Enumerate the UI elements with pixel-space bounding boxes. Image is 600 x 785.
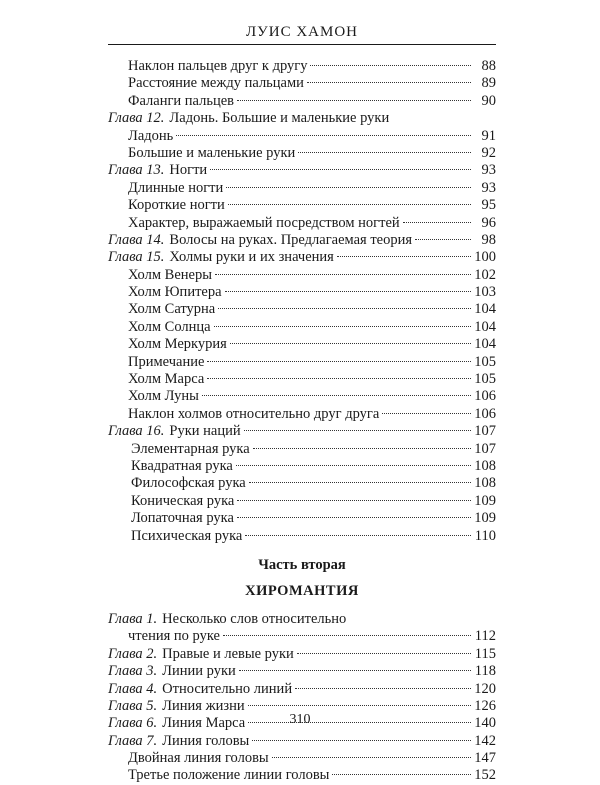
toc-entry xyxy=(108,110,496,127)
dot-leader xyxy=(237,500,471,501)
entry-title: Фаланги пальцев xyxy=(128,92,234,109)
toc-entry xyxy=(108,319,496,336)
chapter-label: Глава 15. xyxy=(108,249,165,266)
running-header: ЛУИС ХАМОН xyxy=(108,24,496,45)
toc-entry-text xyxy=(128,406,379,423)
dot-leader xyxy=(245,535,471,536)
toc-entry-text xyxy=(128,301,215,318)
entry-title: Холм Сатурна xyxy=(128,301,216,318)
entry-page-number: 147 xyxy=(474,750,496,767)
chapter-label: Глава 3. xyxy=(108,663,158,680)
dot-leader xyxy=(272,757,471,758)
toc-entry xyxy=(108,162,496,179)
entry-page-number: 108 xyxy=(474,457,496,474)
toc-entry xyxy=(108,475,496,492)
entry-page-number: 93 xyxy=(481,179,496,196)
entry-page-number: 92 xyxy=(481,144,496,161)
entry-title: Линия жизни xyxy=(162,697,245,714)
dot-leader xyxy=(382,413,471,414)
chapter-label: Глава 1. xyxy=(108,610,158,627)
toc-entry-text xyxy=(128,145,295,162)
entry-page-number: 152 xyxy=(474,767,496,784)
dot-leader xyxy=(223,635,471,636)
entry-page-number: 89 xyxy=(481,75,496,92)
entry-page-number: 142 xyxy=(474,732,496,749)
entry-title: Коническая рука xyxy=(131,492,235,509)
toc-entry xyxy=(108,750,496,767)
toc-entry-text xyxy=(128,371,204,388)
entry-title: Характер, выражаемый посредством ногтей xyxy=(128,214,400,231)
chapter-label: Глава 4. xyxy=(108,680,158,697)
toc-entry-text xyxy=(108,110,389,127)
entry-page-number: 96 xyxy=(481,214,496,231)
entry-page-number: 102 xyxy=(474,266,496,283)
toc-entry xyxy=(108,441,496,458)
entry-page-number: 106 xyxy=(474,388,496,405)
entry-title: Длинные ногти xyxy=(128,179,224,196)
dot-leader xyxy=(176,135,471,136)
entry-page-number: 112 xyxy=(474,628,496,645)
toc-entry xyxy=(108,733,496,750)
toc-part-one xyxy=(108,58,496,545)
entry-title: Холм Юпитера xyxy=(128,284,222,301)
toc-entry xyxy=(108,767,496,784)
toc-entry-text xyxy=(128,284,222,301)
dot-leader xyxy=(207,378,471,379)
dot-leader xyxy=(337,256,471,257)
toc-entry-text xyxy=(128,180,223,197)
toc-entry xyxy=(108,528,496,545)
toc-entry-text xyxy=(128,628,220,645)
toc-entry-text xyxy=(131,528,242,545)
entry-title: Элементарная рука xyxy=(131,440,250,457)
entry-page-number: 93 xyxy=(481,162,496,179)
toc-entry-text xyxy=(128,388,199,405)
entry-title: Короткие ногти xyxy=(128,197,225,214)
part-subtitle: ХИРОМАНТИЯ xyxy=(245,582,359,599)
dot-leader xyxy=(214,326,471,327)
toc-entry-text xyxy=(128,197,225,214)
chapter-label: Глава 16. xyxy=(108,423,165,440)
entry-page-number: 104 xyxy=(474,301,496,318)
toc-entry xyxy=(108,197,496,214)
chapter-label: Глава 6. xyxy=(108,715,158,732)
dot-leader xyxy=(310,65,471,66)
toc-entry xyxy=(108,284,496,301)
toc-entry-text xyxy=(128,58,307,75)
dot-leader xyxy=(298,152,471,153)
entry-page-number: 107 xyxy=(474,423,496,440)
entry-page-number: 90 xyxy=(481,92,496,109)
chapter-label: Глава 7. xyxy=(108,732,158,749)
toc-entry xyxy=(108,180,496,197)
toc-entry-text xyxy=(128,215,400,232)
entry-page-number: 108 xyxy=(474,475,496,492)
entry-page-number: 104 xyxy=(474,318,496,335)
toc-entry-text xyxy=(128,267,212,284)
entry-title: Расстояние между пальцами xyxy=(128,75,304,92)
dot-leader xyxy=(239,670,471,671)
toc-entry xyxy=(108,371,496,388)
dot-leader xyxy=(248,705,471,706)
entry-title: Наклон холмов относительно друг друга xyxy=(128,405,380,422)
toc-entry xyxy=(108,423,496,440)
entry-title: Психическая рука xyxy=(131,527,243,544)
toc-entry xyxy=(108,301,496,318)
entry-title: чтения по руке xyxy=(128,628,220,645)
dot-leader xyxy=(332,774,471,775)
toc-entry xyxy=(108,406,496,423)
entry-page-number: 100 xyxy=(474,249,496,266)
toc-entry xyxy=(108,75,496,92)
toc-entry xyxy=(108,646,496,663)
dot-leader xyxy=(253,448,471,449)
dot-leader xyxy=(295,688,471,689)
entry-page-number: 104 xyxy=(474,336,496,353)
toc-entry-text xyxy=(108,249,334,266)
toc-entry xyxy=(108,232,496,249)
toc-entry xyxy=(108,458,496,475)
entry-page-number: 103 xyxy=(474,284,496,301)
entry-title: Двойная линия головы xyxy=(128,750,269,767)
toc-entry xyxy=(108,145,496,162)
dot-leader xyxy=(207,361,471,362)
toc-entry xyxy=(108,215,496,232)
dot-leader xyxy=(307,82,471,83)
table-of-contents xyxy=(108,58,496,785)
toc-entry xyxy=(108,681,496,698)
entry-title: Относительно линий xyxy=(162,680,293,697)
entry-title: Наклон пальцев друг к другу xyxy=(128,58,308,74)
entry-page-number: 140 xyxy=(474,715,496,732)
entry-page-number: 105 xyxy=(474,353,496,370)
entry-title: Холмы руки и их значения xyxy=(169,249,334,266)
toc-entry-text xyxy=(108,681,292,698)
entry-title: Ногти xyxy=(169,162,208,179)
chapter-label: Глава 12. xyxy=(108,110,165,127)
toc-entry xyxy=(108,267,496,284)
chapter-label: Глава 2. xyxy=(108,645,158,662)
dot-leader xyxy=(218,308,471,309)
toc-entry xyxy=(108,388,496,405)
toc-entry xyxy=(108,493,496,510)
toc-entry-text xyxy=(128,767,329,784)
entry-title: Ладонь. Большие и маленькие руки xyxy=(169,110,390,127)
dot-leader xyxy=(236,465,471,466)
entry-page-number: 98 xyxy=(481,231,496,248)
chapter-label: Глава 14. xyxy=(108,231,165,248)
toc-entry-text xyxy=(128,75,304,92)
toc-entry xyxy=(108,58,496,75)
toc-entry-text xyxy=(128,319,211,336)
entry-title: Лопаточная рука xyxy=(131,510,234,527)
toc-entry-text xyxy=(108,733,249,750)
toc-entry-text xyxy=(128,354,204,371)
toc-part-two xyxy=(108,611,496,785)
toc-entry-text xyxy=(131,510,234,527)
toc-entry-text xyxy=(131,441,250,458)
entry-page-number: 120 xyxy=(474,680,496,697)
toc-entry-text xyxy=(108,611,346,628)
entry-title: Примечание xyxy=(128,353,205,370)
dot-leader xyxy=(215,274,471,275)
toc-entry-text xyxy=(131,493,234,510)
entry-page-number: 115 xyxy=(474,645,496,662)
entry-title: Правые и левые руки xyxy=(162,645,294,662)
dot-leader xyxy=(210,169,471,170)
dot-leader xyxy=(237,517,471,518)
toc-entry-text xyxy=(108,232,412,249)
entry-title: Большие и маленькие руки xyxy=(128,144,296,161)
toc-entry xyxy=(108,249,496,266)
toc-entry-text xyxy=(108,663,236,680)
entry-title: Линия Марса xyxy=(162,715,246,732)
dot-leader xyxy=(225,291,471,292)
toc-entry xyxy=(108,510,496,527)
dot-leader xyxy=(244,430,471,431)
toc-entry-text xyxy=(108,423,241,440)
entry-title: Несколько слов относительно xyxy=(162,610,347,627)
toc-entry-text xyxy=(108,646,294,663)
dot-leader xyxy=(202,395,471,396)
dot-leader xyxy=(403,222,471,223)
toc-entry xyxy=(108,93,496,110)
dot-leader xyxy=(230,343,471,344)
toc-entry xyxy=(108,128,496,145)
entry-page-number: 126 xyxy=(474,697,496,714)
entry-title: Квадратная рука xyxy=(131,457,233,474)
toc-entry xyxy=(108,611,496,628)
entry-title: Ладонь xyxy=(128,127,174,144)
entry-title: Холм Меркурия xyxy=(128,336,227,353)
entry-page-number: 106 xyxy=(474,405,496,422)
dot-leader xyxy=(249,482,471,483)
entry-page-number: 118 xyxy=(474,663,496,680)
entry-title: Линия головы xyxy=(162,732,250,749)
chapter-label: Глава 13. xyxy=(108,162,165,179)
entry-page-number: 107 xyxy=(474,440,496,457)
dot-leader xyxy=(237,100,471,101)
entry-title: Руки наций xyxy=(169,423,241,440)
toc-entry xyxy=(108,354,496,371)
toc-entry xyxy=(108,663,496,680)
toc-entry-text xyxy=(128,128,173,145)
entry-page-number: 88 xyxy=(481,58,496,74)
dot-leader xyxy=(415,239,471,240)
entry-title: Философская рука xyxy=(131,475,246,492)
toc-entry-text xyxy=(128,336,227,353)
toc-entry-text xyxy=(128,750,269,767)
entry-page-number: 105 xyxy=(474,371,496,388)
entry-title: Холм Луны xyxy=(128,388,199,405)
entry-page-number: 109 xyxy=(474,492,496,509)
page-number: 310 xyxy=(289,712,311,727)
toc-entry xyxy=(108,336,496,353)
dot-leader xyxy=(297,653,471,654)
entry-title: Линии руки xyxy=(162,663,236,680)
chapter-label: Глава 5. xyxy=(108,697,158,714)
dot-leader xyxy=(226,187,471,188)
toc-entry xyxy=(108,628,496,645)
toc-entry-text xyxy=(128,93,234,110)
toc-entry-text xyxy=(131,458,233,475)
part-title: Часть вторая xyxy=(258,556,346,573)
entry-page-number: 109 xyxy=(474,510,496,527)
dot-leader xyxy=(252,740,471,741)
entry-page-number: 110 xyxy=(474,527,496,544)
entry-page-number: 95 xyxy=(481,197,496,214)
entry-page-number: 91 xyxy=(481,127,496,144)
entry-title: Холм Марса xyxy=(128,371,205,388)
entry-title: Холм Солнца xyxy=(128,318,211,335)
dot-leader xyxy=(228,204,471,205)
toc-entry-text xyxy=(131,475,246,492)
entry-title: Волосы на руках. Предлагаемая теория xyxy=(169,231,413,248)
entry-title: Третье положение линии головы xyxy=(128,767,330,784)
toc-entry-text xyxy=(108,162,207,179)
entry-title: Холм Венеры xyxy=(128,266,212,283)
